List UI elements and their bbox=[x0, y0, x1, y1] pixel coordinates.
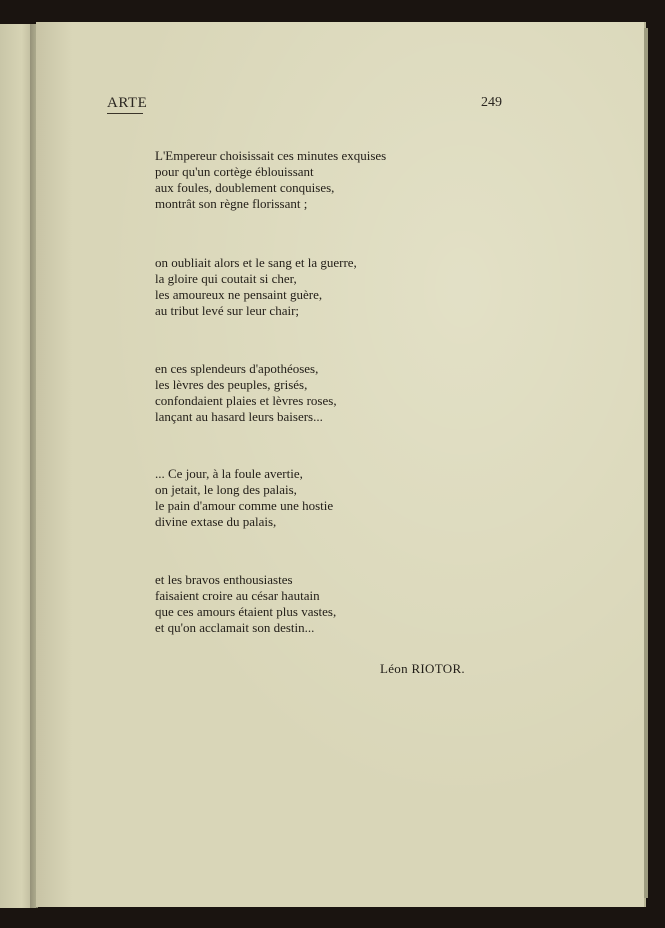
verse-line: confondaient plaies et lèvres roses, bbox=[155, 393, 337, 408]
verse-line: divine extase du palais, bbox=[155, 514, 277, 529]
verse-line: on oubliait alors et le sang et la guerre, bbox=[155, 255, 357, 270]
verse-line: le pain d'amour comme une hostie bbox=[155, 498, 334, 513]
running-title-underline bbox=[107, 113, 143, 114]
verse-line: les lèvres des peuples, grisés, bbox=[155, 377, 308, 392]
verse-line: que ces amours étaient plus vastes, bbox=[155, 604, 337, 619]
verse-line: L'Empereur choisissait ces minutes exquises bbox=[155, 148, 387, 163]
running-title: ARTE bbox=[107, 95, 148, 111]
verse-line: au tribut levé sur leur chair; bbox=[155, 303, 300, 318]
stanza-2 bbox=[155, 255, 357, 319]
verse-line: lançant au hasard leurs baisers... bbox=[155, 409, 323, 424]
verse-line: montrât son règne florissant ; bbox=[155, 196, 308, 211]
stanza-4 bbox=[155, 466, 333, 530]
author-signature: Léon RIOTOR. bbox=[380, 661, 465, 676]
stanza-5 bbox=[155, 572, 336, 636]
verse-line: la gloire qui coutait si cher, bbox=[155, 271, 297, 286]
verse-line: on jetait, le long des palais, bbox=[155, 482, 297, 497]
verse-line: les amoureux ne pensaint guère, bbox=[155, 287, 323, 302]
verse-line: faisaient croire au césar hautain bbox=[155, 588, 320, 603]
verse-line: aux foules, doublement conquises, bbox=[155, 180, 335, 195]
verse-line: et qu'on acclamait son destin... bbox=[155, 620, 315, 635]
page-number: 249 bbox=[481, 95, 502, 110]
page-edge bbox=[644, 28, 648, 898]
stanza-1 bbox=[155, 148, 386, 212]
verse-line: et les bravos enthousiastes bbox=[155, 572, 293, 587]
verse-line: pour qu'un cortège éblouissant bbox=[155, 164, 314, 179]
verse-line: en ces splendeurs d'apothéoses, bbox=[155, 361, 319, 376]
stanza-3 bbox=[155, 361, 337, 425]
verse-line: ... Ce jour, à la foule avertie, bbox=[155, 466, 303, 481]
